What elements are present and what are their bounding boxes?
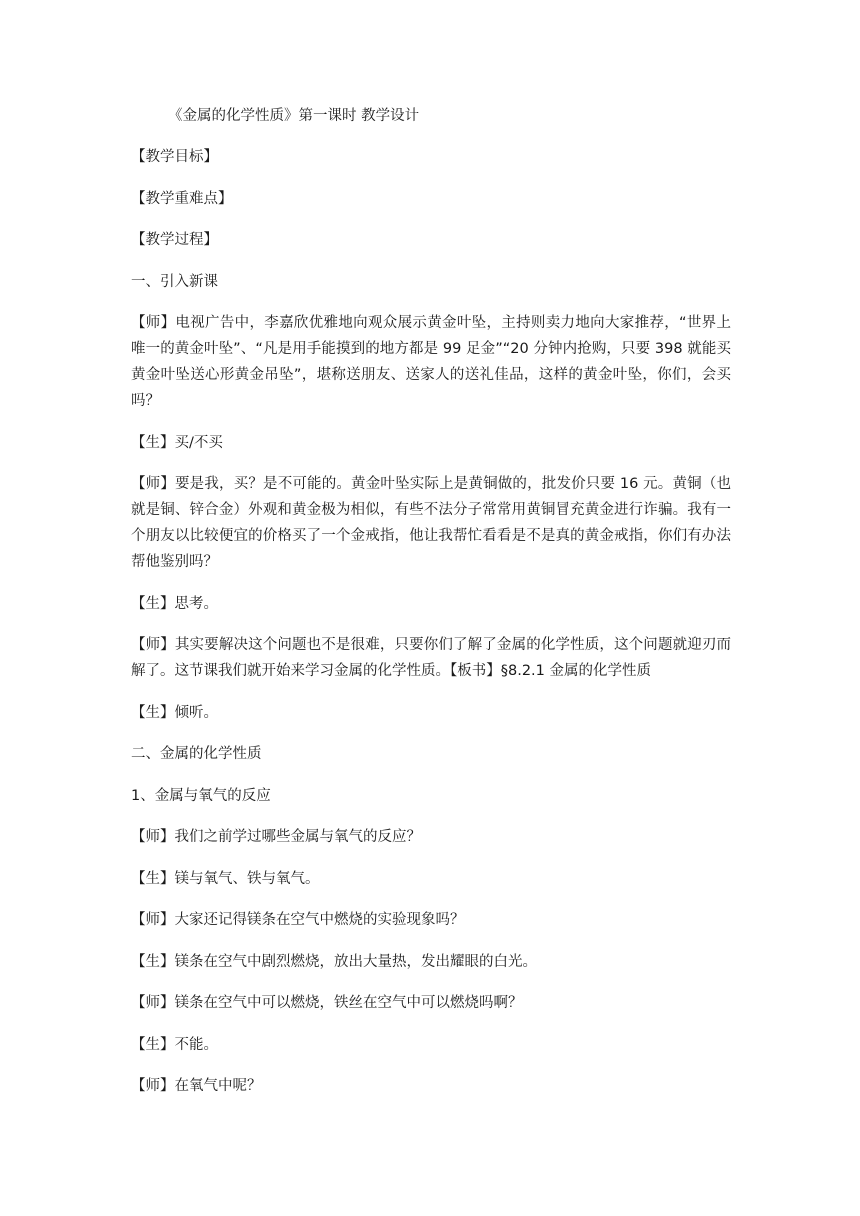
teacher-paragraph: 【师】大家还记得镁条在空气中燃烧的实验现象吗？ (131, 912, 465, 928)
student-paragraph: 【生】倾听。 (131, 704, 218, 721)
section-heading-objectives: 【教学目标】 (131, 149, 218, 165)
teacher-paragraph: 【师】其实要解决这个问题也不是很难，只要你们了解了金属的化学性质，这个问题就迎刃而解了。这节课我们就开始来学习金属的化学性质。【板书】§8.2.1 金属的化学性质 (131, 637, 731, 679)
student-paragraph: 【生】不能。 (131, 1036, 218, 1053)
document-body (131, 144, 731, 1115)
student-paragraph: 【生】镁与氧气、铁与氧气。 (131, 870, 320, 887)
teacher-paragraph: 【师】镁条在空气中可以燃烧，铁丝在空气中可以燃烧吗啊？ (131, 995, 523, 1011)
subsection-heading-properties: 二、金属的化学性质 (131, 746, 262, 762)
teacher-paragraph: 【师】在氧气中呢？ (131, 1078, 262, 1094)
student-paragraph: 【生】思考。 (131, 595, 218, 612)
document-title: 《金属的化学性质》第一课时 教学设计 (168, 108, 420, 124)
student-paragraph: 【生】镁条在空气中剧烈燃烧，放出大量热，发出耀眼的白光。 (131, 953, 537, 970)
section-heading-key-points: 【教学重难点】 (131, 190, 233, 207)
student-paragraph: 【生】买/不买 (131, 434, 223, 451)
subsection-heading-intro: 一、引入新课 (131, 273, 218, 290)
teacher-paragraph: 【师】我们之前学过哪些金属与氧气的反应？ (131, 829, 421, 845)
teacher-paragraph: 【师】要是我，买？是不可能的。黄金叶坠实际上是黄铜做的，批发价只要 16 元。黄铜（也就是铜、锌合金）外观和黄金极为相似，有些不法分子常常用黄铜冒充黄金进行诈骗。我有一个朋友以比较便宜的价格买了一个金戒指，他让我帮忙看看是不是真的黄金戒指，你们有办法帮他鉴别吗？ (131, 476, 731, 570)
section-heading-process: 【教学过程】 (131, 232, 218, 248)
teacher-paragraph: 【师】电视广告中，李嘉欣优雅地向观众展示黄金叶坠，主持则卖力地向大家推荐，“世界上唯一的黄金叶坠”、“凡是用手能摸到的地方都是 99 足金”“20 分钟内抢购，只要 398 就能买黄金叶坠送心形黄金吊坠”，堪称送朋友、送家人的送礼佳品，这样的黄金叶坠，你们，会买吗？ (131, 315, 731, 409)
subsection-heading-oxygen: 1、金属与氧气的反应 (131, 787, 271, 804)
